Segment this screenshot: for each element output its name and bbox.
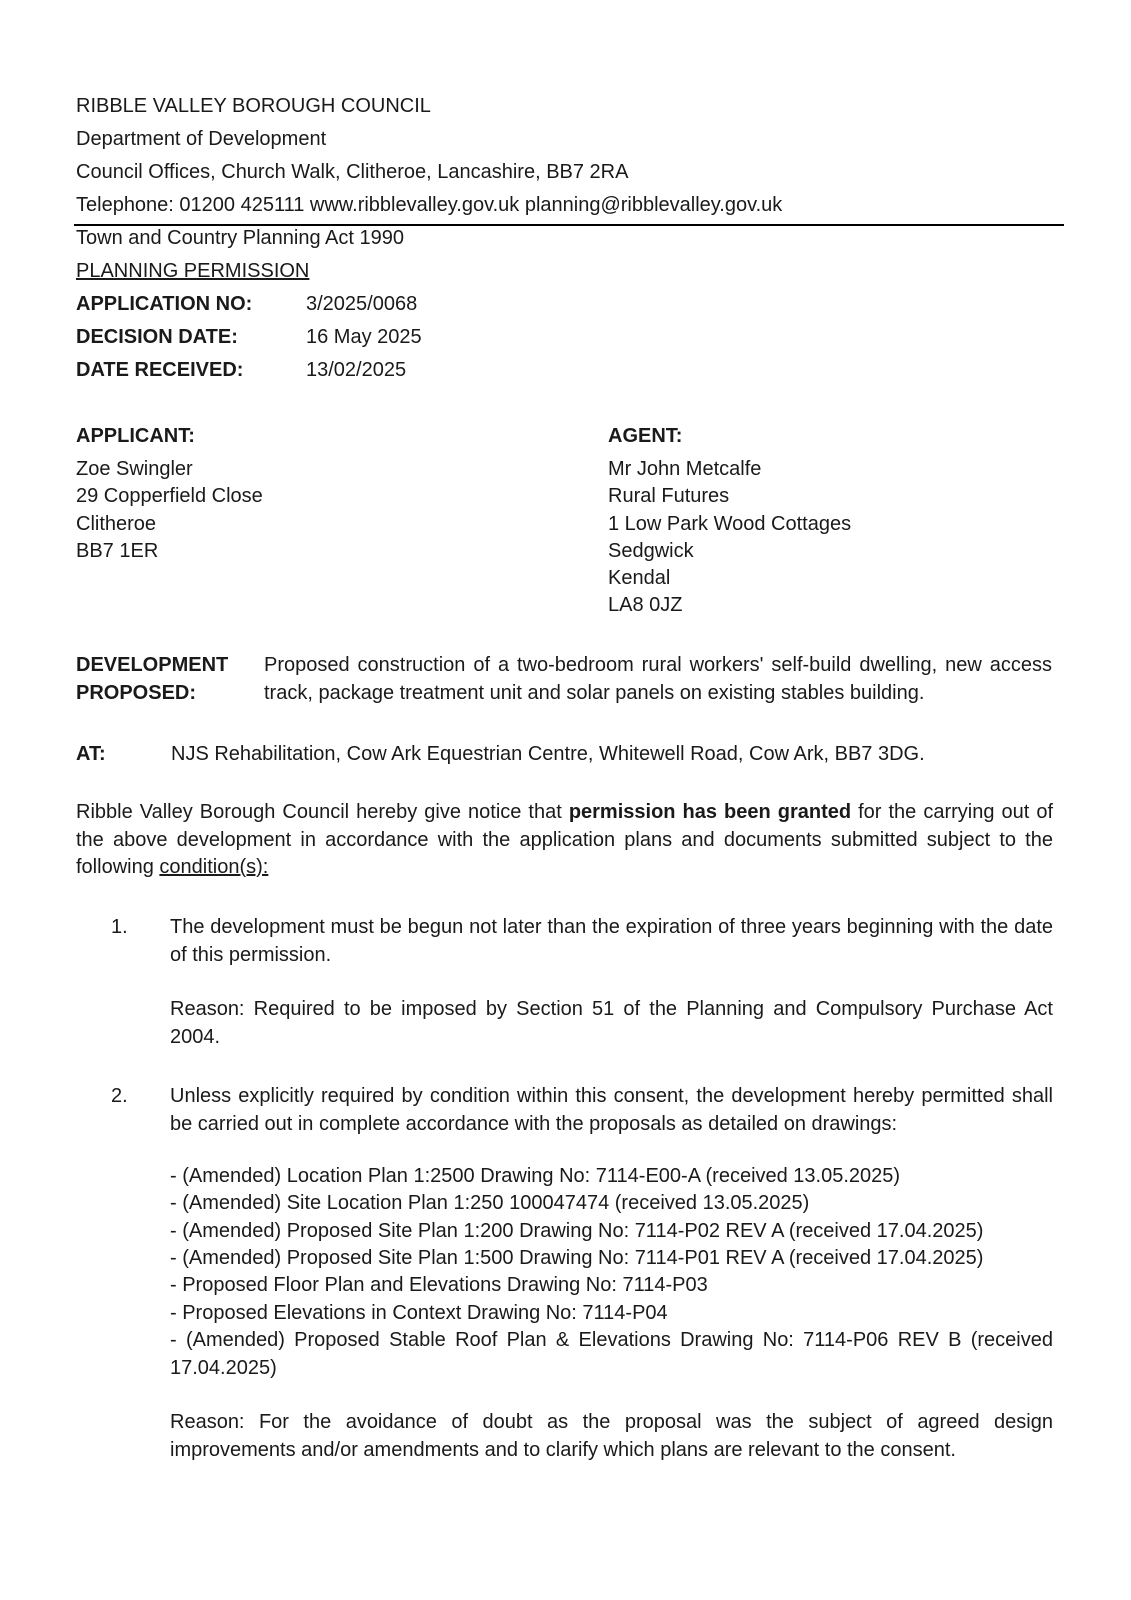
council-contact: Telephone: 01200 425111 www.ribblevalley.gov.uk planning@ribblevalley.gov.uk [76, 194, 783, 216]
applicant-line: 29 Copperfield Close [76, 485, 263, 507]
applicant-label: APPLICANT: [76, 425, 195, 447]
agent-line: Rural Futures [608, 485, 730, 507]
development-label: DEVELOPMENT [76, 654, 229, 676]
notice-conditions: condition(s): [159, 856, 269, 878]
date-received-label: DATE RECEIVED: [76, 359, 244, 381]
council-address: Council Offices, Church Walk, Clitheroe, Lancashire, BB7 2RA [76, 161, 629, 183]
agent-line: Mr John Metcalfe [608, 458, 762, 480]
drawing-item: - (Amended) Site Location Plan 1:250 100047474 (received 13.05.2025) [170, 1192, 810, 1214]
notice-text: for the carrying out of the above development in accordance with the application plans and documents submitted subject to the following [76, 801, 1053, 878]
drawing-item: - (Amended) Location Plan 1:2500 Drawing No: 7114-E00-A (received 13.05.2025) [170, 1165, 901, 1187]
at-label: AT: [76, 743, 106, 765]
permission-type: PLANNING PERMISSION [76, 260, 310, 282]
agent-line: Sedgwick [608, 540, 694, 562]
condition-text: The development must be begun not later than the expiration of three years beginning with the date of this permission. [170, 916, 1053, 966]
decision-date-label: DECISION DATE: [76, 326, 238, 348]
site-address: NJS Rehabilitation, Cow Ark Equestrian Centre, Whitewell Road, Cow Ark, BB7 3DG. [171, 743, 925, 765]
act-title: Town and Country Planning Act 1990 [76, 227, 404, 249]
department-name: Department of Development [76, 128, 327, 150]
application-no-label: APPLICATION NO: [76, 293, 253, 315]
condition-number: 1. [111, 916, 128, 938]
notice-text: Ribble Valley Borough Council hereby give notice that [76, 801, 569, 823]
agent-line: 1 Low Park Wood Cottages [608, 513, 852, 535]
decision-date-value: 16 May 2025 [306, 326, 422, 348]
agent-label: AGENT: [608, 425, 683, 447]
drawing-item: - (Amended) Proposed Site Plan 1:500 Drawing No: 7114-P01 REV A (received 17.04.2025) [170, 1247, 984, 1269]
notice-granted: permission has been granted [568, 801, 852, 823]
agent-line: LA8 0JZ [608, 594, 683, 616]
development-description: Proposed construction of a two-bedroom rural workers' self-build dwelling, new access track, package treatment unit and solar panels on existing stables building. [264, 654, 1052, 704]
development-label: PROPOSED: [76, 682, 197, 704]
condition-text: Unless explicitly required by condition within this consent, the development hereby permitted shall be carried out in complete accordance with the proposals as detailed on drawings: [170, 1085, 1053, 1135]
notice-paragraph [76, 799, 1053, 882]
applicant-line: Zoe Swingler [76, 458, 193, 480]
condition-reason: Reason: Required to be imposed by Section 51 of the Planning and Compulsory Purchase Act 2004. [170, 998, 1053, 1048]
agent-line: Kendal [608, 567, 671, 589]
council-name: RIBBLE VALLEY BOROUGH COUNCIL [76, 95, 431, 117]
condition-reason: Reason: For the avoidance of doubt as the proposal was the subject of agreed design improvements and/or amendments and to clarify which plans are relevant to the consent. [170, 1411, 1053, 1461]
applicant-line: Clitheroe [76, 513, 157, 535]
drawing-item: - (Amended) Proposed Site Plan 1:200 Drawing No: 7114-P02 REV A (received 17.04.2025) [170, 1220, 984, 1242]
application-no-value: 3/2025/0068 [306, 293, 418, 315]
date-received-value: 13/02/2025 [306, 359, 407, 381]
applicant-line: BB7 1ER [76, 540, 159, 562]
drawing-item: - (Amended) Proposed Stable Roof Plan & Elevations Drawing No: 7114-P06 REV B (received 17.04.2025) [170, 1329, 1053, 1379]
drawing-item: - Proposed Elevations in Context Drawing No: 7114-P04 [170, 1302, 668, 1324]
condition-number: 2. [111, 1085, 128, 1107]
drawing-item: - Proposed Floor Plan and Elevations Drawing No: 7114-P03 [170, 1274, 708, 1296]
